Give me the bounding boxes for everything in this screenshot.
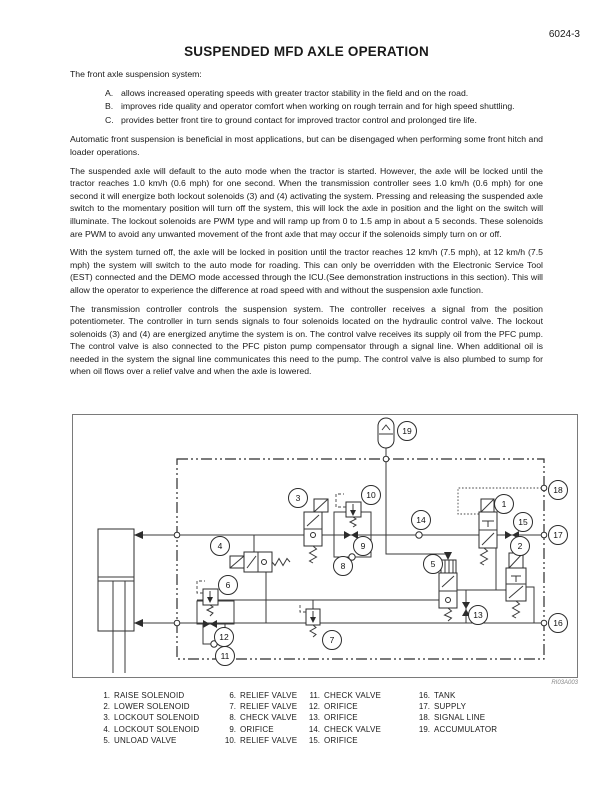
- list-item-text: provides better front tire to ground contact for improved tractor control and prolonged tire life.: [121, 114, 477, 125]
- svg-text:10: 10: [366, 490, 376, 500]
- svg-text:8: 8: [340, 561, 346, 571]
- callout-3: [289, 489, 308, 508]
- suspension-cylinder: [98, 529, 143, 673]
- callout-10: [362, 486, 381, 505]
- legend-item-label: RAISE SOLENOID: [114, 691, 185, 700]
- svg-text:4: 4: [217, 541, 223, 551]
- legend-item-number: 14.: [308, 724, 320, 734]
- schematic-svg: [73, 415, 579, 679]
- svg-text:18: 18: [553, 485, 563, 495]
- legend-item-label: RELIEF VALVE: [240, 735, 298, 745]
- legend-item: [220, 712, 297, 723]
- flow-arrow: [134, 531, 143, 539]
- legend-item: [414, 724, 497, 735]
- list-item-b: [105, 100, 543, 114]
- legend-item-number: 4.: [103, 724, 110, 734]
- legend-item-label: CHECK VALVE: [324, 724, 382, 734]
- page-number: 6024-3: [548, 29, 580, 40]
- svg-text:19: 19: [402, 426, 412, 436]
- legend-item-label: CHECK VALVE: [324, 691, 382, 700]
- legend-item-label: LOWER SOLENOID: [114, 702, 190, 712]
- paragraph-1: Automatic front suspension is beneficial in most applications, but can be disengaged when performing some front hitch and loader operations.: [70, 134, 543, 157]
- legend-item-label: ORIFICE: [240, 724, 274, 734]
- svg-text:7: 7: [329, 635, 335, 645]
- legend-item-label: RELIEF VALVE: [240, 691, 298, 700]
- legend-item-number: 6.: [229, 691, 236, 700]
- flow-arrow: [134, 619, 143, 627]
- lockout-solenoid-valve-4: [230, 535, 290, 623]
- feature-list: [70, 87, 543, 128]
- legend-item: [304, 690, 381, 701]
- legend-item: [94, 701, 199, 712]
- check-valve-14: [416, 532, 422, 538]
- unload-valve-5: [386, 535, 457, 621]
- legend-item-label: LOCKOUT SOLENOID: [114, 724, 200, 734]
- svg-text:11: 11: [220, 651, 230, 661]
- legend-item-label: RELIEF VALVE: [240, 702, 298, 712]
- legend-item: [220, 690, 297, 701]
- callout-17: [549, 526, 568, 545]
- list-marker: A.: [105, 87, 114, 98]
- legend-item-label: ORIFICE: [324, 702, 358, 712]
- callout-18: [549, 481, 568, 500]
- legend-item-label: SUPPLY: [434, 702, 467, 712]
- callout-15: [514, 513, 533, 532]
- hydraulic-schematic-figure: [72, 414, 578, 678]
- legend-item-number: 13.: [308, 713, 320, 723]
- legend-item-number: 8.: [229, 713, 236, 723]
- list-marker: B.: [105, 101, 114, 112]
- raise-solenoid-valve-1: [457, 499, 506, 590]
- legend-column-3: [304, 690, 381, 746]
- legend-item: [414, 712, 497, 723]
- svg-text:2: 2: [517, 541, 523, 551]
- callout-12: [215, 628, 234, 647]
- svg-text:17: 17: [553, 530, 563, 540]
- svg-text:15: 15: [518, 517, 528, 527]
- svg-text:5: 5: [430, 559, 436, 569]
- orifice-9: [344, 531, 358, 539]
- legend-item-number: 10.: [224, 735, 236, 745]
- list-marker: C.: [105, 114, 114, 125]
- legend-item-label: CHECK VALVE: [240, 713, 298, 723]
- legend-item-label: ACCUMULATOR: [434, 724, 498, 734]
- legend-item: [220, 724, 297, 735]
- legend-item-number: 19.: [418, 724, 430, 734]
- callout-11: [216, 647, 235, 666]
- callout-6: [219, 576, 238, 595]
- svg-text:9: 9: [360, 541, 366, 551]
- svg-text:1: 1: [501, 499, 507, 509]
- legend-item-number: 2.: [103, 702, 110, 712]
- body-text: [70, 44, 543, 384]
- callout-14: [412, 511, 431, 530]
- legend-column-4: [414, 690, 497, 735]
- page-title: SUSPENDED MFD AXLE OPERATION: [184, 44, 429, 59]
- legend-item-number: 17.: [418, 702, 430, 712]
- svg-text:16: 16: [553, 618, 563, 628]
- legend-item: [220, 701, 297, 712]
- legend-item-label: ORIFICE: [324, 735, 358, 745]
- legend-item-number: 11.: [309, 691, 320, 700]
- svg-text:14: 14: [416, 515, 426, 525]
- list-item-text: improves ride quality and operator comfort when working on rough terrain and for high speed shuttling.: [121, 101, 515, 112]
- callout-19: [398, 422, 417, 441]
- relief-valve-7: [300, 600, 320, 637]
- legend-item: [304, 701, 381, 712]
- callout-4: [211, 537, 230, 556]
- legend-item-number: 7.: [229, 702, 236, 712]
- legend-item-label: UNLOAD VALVE: [114, 735, 177, 745]
- svg-text:6: 6: [225, 580, 231, 590]
- legend-item-number: 1.: [103, 691, 110, 700]
- legend-item-label: LOCKOUT SOLENOID: [114, 713, 200, 723]
- legend-item: [304, 735, 381, 746]
- svg-text:3: 3: [295, 493, 301, 503]
- intro-paragraph: The front axle suspension system:: [70, 69, 202, 79]
- legend-item-number: 9.: [229, 724, 236, 734]
- list-item-a: [105, 87, 543, 101]
- callout-1: [495, 495, 514, 514]
- legend-item-label: ORIFICE: [324, 713, 358, 723]
- legend-item: [414, 701, 497, 712]
- legend-item: [94, 712, 199, 723]
- callout-9: [354, 537, 373, 556]
- legend-item: [220, 735, 297, 746]
- legend-column-1: [94, 690, 199, 746]
- legend-item-number: 18.: [418, 713, 430, 723]
- callout-16: [549, 614, 568, 633]
- callout-13: [469, 606, 488, 625]
- legend-item: [94, 735, 199, 746]
- legend-item-number: 16.: [418, 691, 430, 700]
- callout-7: [323, 631, 342, 650]
- legend-item-number: 5.: [103, 735, 110, 745]
- legend-item-label: TANK: [434, 691, 456, 700]
- paragraph-2: The suspended axle will default to the auto mode when the tractor is started. However, the axle will be locked until the tractor reaches 1.0 km/h (0.6 mph) for one second. When the transmission controller sees 1.0 km/h (0.6 mph) for one second it will energize both lockout solenoids (3) and (4) activating the system. Pressing and releasing the suspended axle switch to the momentary position will turn off the system, this will lock the axle in position and the light on the switch will illuminate. The lockout solenoids are PWM type and will ramp up from 0 to 1.5 amp in about a 5 seconds. These solenoids are PWM to avoid any unwanted movement of the front axle that may occur if the solenoids simply turn on or off.: [70, 165, 543, 239]
- legend-item: [414, 690, 497, 701]
- legend-item-number: 3.: [103, 713, 110, 723]
- legend-item-label: SIGNAL LINE: [434, 713, 486, 723]
- accumulator-symbol: [378, 418, 394, 535]
- legend-item: [304, 724, 381, 735]
- legend-item: [94, 690, 199, 701]
- legend-column-2: [220, 690, 297, 746]
- callout-2: [511, 537, 530, 556]
- lockout-solenoid-valve-3: [304, 499, 328, 563]
- orifice-12: [203, 620, 217, 628]
- callout-8: [334, 557, 353, 576]
- paragraph-4: The transmission controller controls the suspension system. The controller receives a signal from the position potentiometer. The controller in turn sends signals to four solenoids located on the hydraulic control valve. The lockout solenoids (3) and (4) are energized anytime the system is on. The control valve receives its supply oil from the PFC pump. The control valve is also connected to the PFC piston pump compensator through a signal line. When additional oil is needed in the system the signal line communicates this need to the pump. The control valve is also plumbed to sump for when oil flows over a relief valve and when the axle is lowered.: [70, 303, 543, 377]
- svg-text:12: 12: [219, 632, 229, 642]
- figure-code: RI03A003: [72, 680, 578, 686]
- callout-5: [424, 555, 443, 574]
- legend-item: [304, 712, 381, 723]
- legend-item-number: 15.: [308, 735, 320, 745]
- legend-item: [94, 724, 199, 735]
- legend-item-number: 12.: [308, 702, 320, 712]
- list-item-c: [105, 114, 543, 128]
- list-item-text: allows increased operating speeds with greater tractor stability in the field and on the road.: [121, 87, 469, 98]
- paragraph-3: With the system turned off, the axle will be locked in position until the tractor reaches 12 km/h (7.5 mph), at 12 km/h (7.5 mph) the system will switch to the auto mode for roading. This can only be overridden with the Electronic Service Tool (EST) connected and the DEMO mode accessed through the ICU.(See demonstration instructions in this section). This will allow the operator to experience the difference at road speed with and without the suspension axle function.: [70, 247, 543, 295]
- svg-text:13: 13: [473, 610, 483, 620]
